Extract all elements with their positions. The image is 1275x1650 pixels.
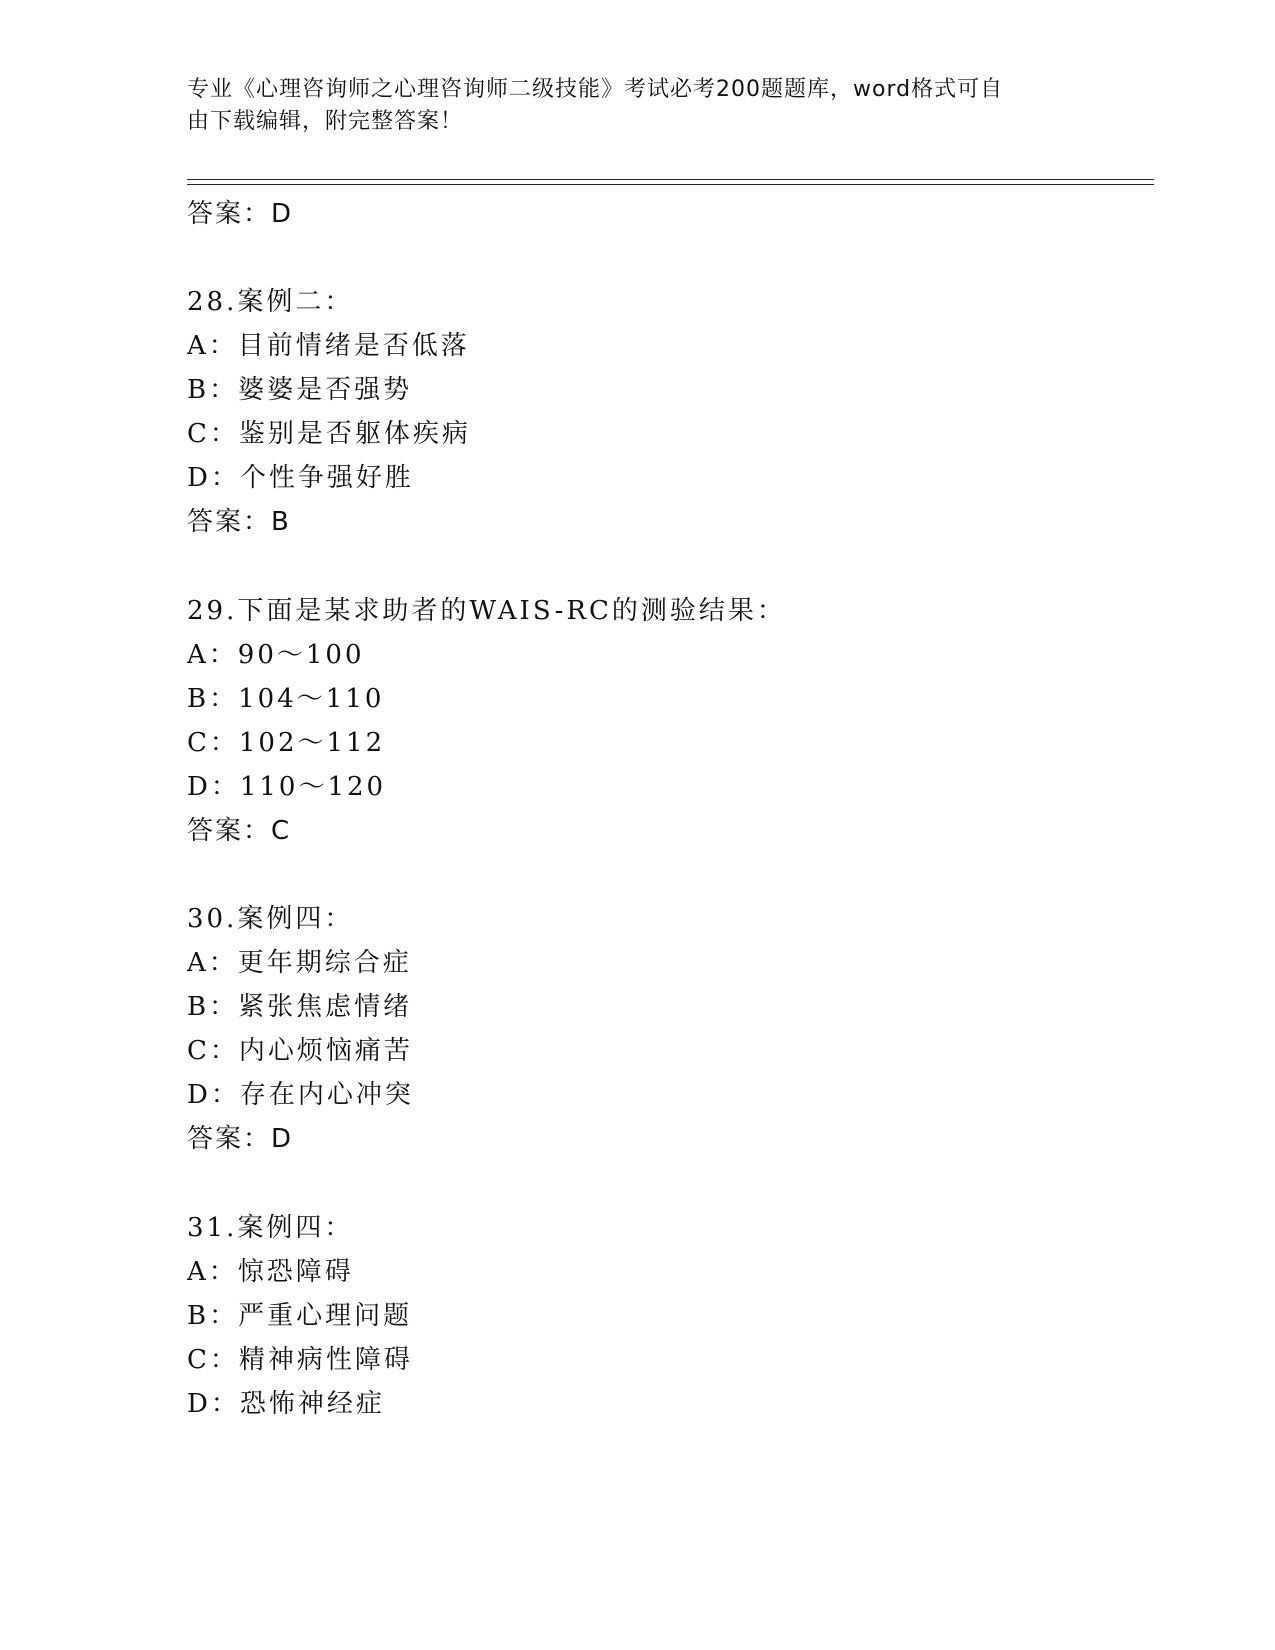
- header-divider-top: [187, 179, 1154, 180]
- option-d: D：个性争强好胜: [187, 463, 414, 493]
- option-b: B：严重心理问题: [187, 1301, 413, 1331]
- header-text: [187, 74, 1067, 138]
- question-title: 30.案例四：: [187, 904, 354, 934]
- option-a: A：惊恐障碍: [187, 1257, 354, 1287]
- option-d: D：恐怖神经症: [187, 1389, 385, 1419]
- option-a: A：目前情绪是否低落: [187, 331, 470, 361]
- option-d: D：存在内心冲突: [187, 1080, 414, 1110]
- option-c: C：内心烦恼痛苦: [187, 1036, 413, 1066]
- option-a: A：更年期综合症: [187, 948, 412, 978]
- header-line-2: 由下载编辑，附完整答案！: [187, 109, 464, 134]
- option-b: B：婆婆是否强势: [187, 375, 413, 405]
- header-divider-bottom: [187, 184, 1154, 185]
- answer: 答案：D: [187, 1124, 294, 1154]
- previous-answer: 答案：D: [187, 199, 294, 229]
- option-c: C：102～112: [187, 728, 386, 758]
- question-title: 29.下面是某求助者的WAIS-RC的测验结果：: [187, 596, 786, 626]
- option-d: D：110～120: [187, 772, 387, 802]
- option-b: B：104～110: [187, 684, 385, 714]
- option-c: C：鉴别是否躯体疾病: [187, 419, 471, 449]
- option-b: B：紧张焦虑情绪: [187, 992, 413, 1022]
- answer: 答案：B: [187, 507, 291, 537]
- answer: 答案：C: [187, 816, 292, 846]
- option-a: A：90～100: [187, 640, 365, 670]
- option-c: C：精神病性障碍: [187, 1345, 413, 1375]
- header-line-1: 专业《心理咨询师之心理咨询师二级技能》考试必考200题题库，word格式可自: [187, 77, 1004, 102]
- question-title: 31.案例四：: [187, 1213, 354, 1243]
- question-title: 28.案例二：: [187, 287, 354, 317]
